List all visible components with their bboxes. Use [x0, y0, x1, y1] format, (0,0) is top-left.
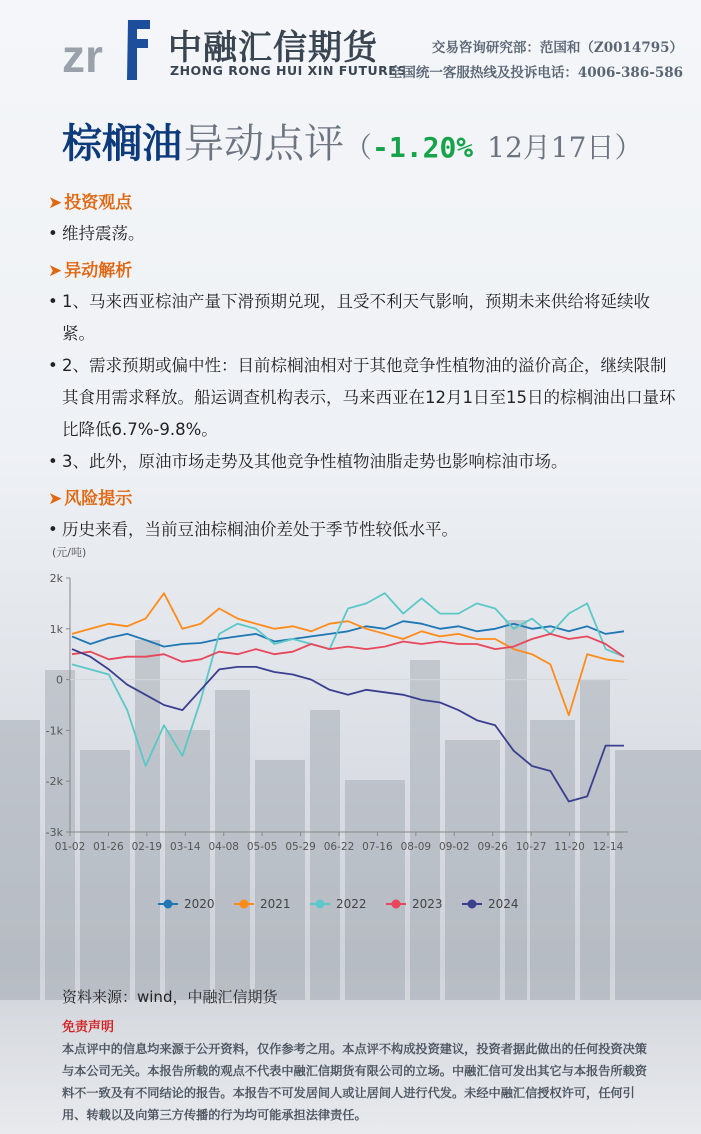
legend-marker — [316, 900, 325, 909]
brand-name-cn: 中融汇信期货 — [168, 28, 378, 68]
x-tick-label: 05-05 — [246, 841, 278, 853]
disclaimer-body: 本点评中的信息均来源于公开资料，仅作参考之用。本点评不构成投资建议，投资者据此做出的任何投资决策与本公司无关。本报告所载的观点不代表中融汇信期货有限公司的立场。中融汇信可发出其它与本报告所载资料不一致及有不同结论的报告。本报告不可发居间人或让居间人进行代发。未经中融汇信授权许可，任何引用、转载以及向第三方传播的行为均可能承担法律责任。 — [62, 1042, 647, 1122]
series-line-2021 — [72, 593, 624, 715]
series-line-2023 — [72, 634, 624, 662]
x-tick-label: 10-27 — [515, 841, 547, 853]
legend-label: 2021 — [260, 897, 291, 911]
list-item: • 历史来看，当前豆油棕榈油价差处于季节性较低水平。 — [48, 514, 678, 546]
list-item: • 1、马来西亚棕油产量下滑预期兑现，且受不利天气影响，预期未来供给将延续收紧。 — [48, 286, 678, 350]
contact-hotline: 全国统一客服热线及投诉电话：4006-386-586 — [388, 65, 683, 81]
section-risk-heading: ➤ 风险提示 — [48, 484, 678, 514]
x-tick-label: 09-02 — [439, 841, 470, 853]
svg-text:zr: zr — [62, 30, 103, 80]
title-paren-open: （ — [344, 131, 373, 164]
x-tick-label: 03-14 — [170, 841, 201, 853]
x-tick-label: 11-20 — [554, 841, 585, 853]
x-tick-label: 06-22 — [323, 841, 355, 853]
x-tick-label: 09-26 — [477, 841, 508, 853]
chevron-right-icon: ➤ — [48, 193, 63, 213]
y-tick-label: -2k — [45, 775, 63, 789]
disclaimer-title: 免责声明 — [62, 1020, 115, 1035]
legend-marker — [468, 900, 477, 909]
series-line-2020 — [72, 621, 624, 646]
y-tick-label: 1k — [49, 622, 63, 636]
section-analysis-heading: ➤ 异动解析 — [48, 256, 678, 286]
title-commodity: 棕榈油 — [62, 120, 182, 167]
chevron-right-icon: ➤ — [48, 489, 63, 509]
title-change: -1.20% — [372, 131, 474, 164]
x-tick-label: 05-29 — [285, 841, 316, 853]
x-tick-label: 12-14 — [592, 841, 624, 853]
y-tick-label: -3k — [45, 826, 63, 839]
series-line-2024 — [72, 649, 624, 801]
x-tick-label: 04-08 — [208, 841, 239, 853]
spread-chart — [40, 538, 640, 938]
title-date: 12月17日 — [487, 131, 615, 164]
legend-marker — [392, 900, 401, 909]
legend-label: 2024 — [488, 897, 519, 911]
chevron-right-icon: ➤ — [48, 261, 63, 281]
section-view-heading: ➤ 投资观点 — [48, 188, 678, 218]
data-source: 资料来源：wind，中融汇信期货 — [62, 988, 278, 1006]
list-item: • 3、此外，原油市场走势及其他竞争性植物油脂走势也影响棕油市场。 — [48, 446, 678, 478]
title-paren-close: ） — [614, 131, 643, 164]
page-title — [62, 112, 642, 169]
report-content — [48, 182, 678, 546]
contact-analyst: 交易咨询研究部：范国和（Z0014795） — [431, 40, 683, 56]
x-tick-label: 02-19 — [131, 841, 163, 853]
y-unit-label: (元/吨) — [52, 546, 87, 559]
line-chart — [40, 538, 640, 938]
x-tick-label: 07-16 — [362, 841, 393, 853]
legend-marker — [240, 900, 249, 909]
legend-label: 2023 — [412, 897, 443, 911]
brand-name-en: ZHONG RONG HUI XIN FUTURES — [170, 63, 407, 78]
header — [0, 0, 701, 100]
company-logo-icon — [62, 14, 158, 80]
legend-label: 2022 — [336, 897, 367, 911]
list-item: • 2、需求预期或偏中性：目前棕榈油相对于其他竞争性植物油的溢价高企，继续限制其食用需求释放。船运调查机构表示，马来西亚在12月1日至15日的棕榈油出口量环比降低6.7%-9.8%。 — [48, 350, 678, 446]
y-tick-label: 0 — [56, 673, 63, 687]
x-tick-label: 01-02 — [54, 841, 86, 853]
y-tick-label: -1k — [45, 724, 63, 738]
x-tick-label: 08-09 — [400, 841, 432, 853]
x-tick-label: 01-26 — [93, 841, 124, 853]
legend-label: 2020 — [184, 897, 215, 911]
y-tick-label: 2k — [49, 572, 63, 585]
list-item: • 维持震荡。 — [48, 218, 678, 250]
title-type: 异动点评 — [184, 121, 344, 167]
legend-marker — [164, 900, 173, 909]
